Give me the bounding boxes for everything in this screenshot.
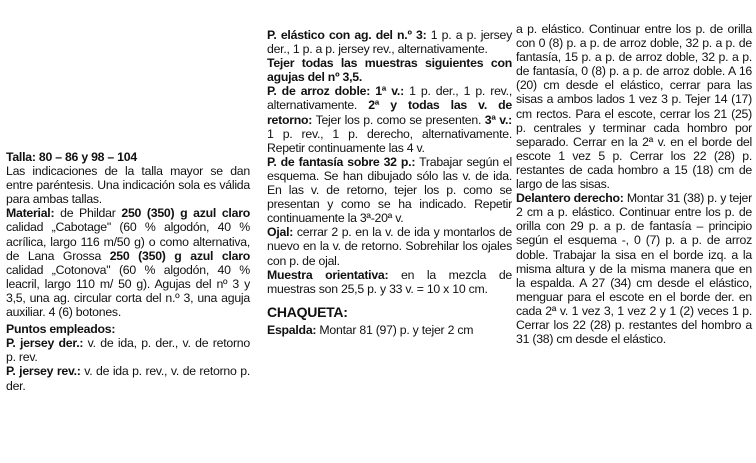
stockinette-reverse: P. jersey rev.: v. de ida p. rev., v. de retorno p. der.	[6, 364, 250, 393]
column-1	[6, 150, 250, 393]
fancy-stitch: P. de fantasía sobre 32 p.: Trabajar según el esquema. Se han dibujado sólo las v. de ida. En las v. de retorno, tejer los p. como se presentan y como se ha indicado. Repetir continuamente la 3ª-20ª v.	[267, 154, 512, 226]
column-2	[267, 28, 512, 337]
gauge-sample: Muestra orientativa: en la mezcla de muestras son 25,5 p. y 33 v. = 10 x 10 cm.	[267, 267, 512, 296]
size-note: Las indicaciones de la talla mayor se dan entre paréntesis. Una indicación sola es válida para ambas tallas.	[6, 164, 250, 207]
section-heading-jacket: CHAQUETA:	[267, 303, 348, 320]
stitches-heading: Puntos empleados:	[6, 322, 116, 337]
right-front-instruction: Delantero derecho: Montar 31 (38) p. y tejer 2 cm a p. elástico. Continuar entre los p. de orilla con 29 p. a p. de fantasía – principio según el esquema -, 0 (7) p. a p. de arroz doble. Trabajar la sisa en el borde izq. a la misma altura y de la misma manera que en la espalda. A 27 (34) cm desde el elástico, menguar para el escote en el borde der. en cada 2ª v. 1 vez 3, 1 vez 2 y 1 (2) veces 1 p. Cerrar los 22 (28) p. restantes del hombro a 31 (38) cm desde el elástico.	[516, 191, 752, 347]
needle-instruction: Tejer todas las muestras siguientes con agujas del nº 3,5.	[267, 56, 512, 85]
double-seed-stitch: P. de arroz doble: 1ª v.: 1 p. der., 1 p. rev., alternativamente. 2ª y todas las v. de retorno: Tejer los p. como se presenten. 3ª v.: 1 p. rev., 1 p. derecho, alternativamente. Repetir continuamente las 4 v.	[267, 84, 512, 155]
column-3	[516, 22, 752, 346]
buttonhole: Ojal: cerrar 2 p. en la v. de ida y montarlos de nuevo en la v. de retorno. Sobrehilar los ojales con p. de ojal.	[267, 225, 512, 268]
size-label: Talla: 80 – 86 y 98 – 104	[6, 150, 137, 164]
back-instruction: Espalda: Montar 81 (97) p. y tejer 2 cm	[267, 322, 474, 337]
rib-stitch: P. elástico con ag. del n.º 3: 1 p. a p. jersey der., 1 p. a p. jersey rev., alternativamente.	[267, 28, 513, 57]
material-paragraph: Material: de Phildar 250 (350) g azul claro calidad „Cabotage" (60 % algodón, 40 % acrílica, largo 116 m/50 g) o como alternativa, de Lana Grossa 250 (350) g azul claro calidad „Cotonova" (60 % algodón, 40 % leacril, largo 110 m/ 50 g). Agujas del nº 3 y 3,5, una ag. circular corta del n.º 3, una aguja auxiliar. 4 (6) botones.	[6, 206, 250, 320]
size-heading	[6, 150, 250, 164]
material-label: Material:	[6, 206, 55, 221]
stockinette-right: P. jersey der.: v. de ida, p. der., v. de retorno p. rev.	[6, 336, 250, 365]
back-continued: a p. elástico. Continuar entre los p. de orilla con 0 (8) p. a p. de arroz doble, 32 p. a p. de fantasía, 15 p. a p. de arroz doble, 32 p. a p. de fantasía, 0 (8) p. a p. de arroz doble. A 16 (20) cm desde el elástico, cerrar para las sisas a ambos lados 1 vez 3 p. Tejer 14 (17) cm rectos. Para el escote, cerrar los 21 (25) p. centrales y terminar cada hombro por separado. Cerrar en la 2ª v. en el borde del escote 1 vez 5 p. Cerrar los 22 (28) p. restantes de cada hombro a 15 (18) cm de largo de las sisas.	[516, 22, 752, 192]
